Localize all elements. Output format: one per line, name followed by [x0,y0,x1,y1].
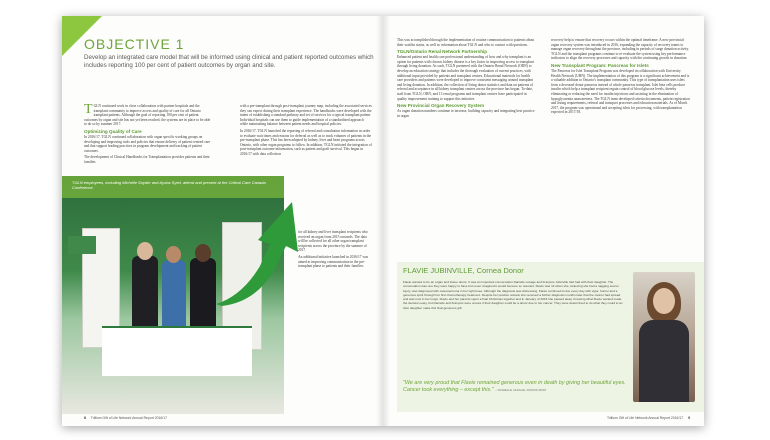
portrait-face [653,288,675,314]
dropcap: T [84,102,93,117]
report-spread [62,16,704,426]
section-heading: New Provincial Organ Recovery System [397,103,485,109]
section-heading: Optimizing Quality of Care [84,128,142,134]
right-footer [607,416,690,420]
body-paragraph: Enhanced patient and health care professional understanding of how and why transplant is an option for patients with chronic kidney disease is a key factor in improving access to transplant through living donation. As such, TGLN partnered with the Ontario Renal Network (ORN) to develop an education strategy that includes the thorough evaluation of current practices, with additional input provided by patients and transplant centres. Educational materials for health care providers and patients were developed to improve consistent messaging around transplant and living donation. In addition, the collection of living donor statistics and data on patterns of referral and acceptance in all kidney transplant centres across the province has begun. To-date, staff from TGLN, ORN, and 13 renal programs and transplant centres have participated in quality improvement training to support this initiative. [397,55,534,101]
footer-text: Trillium Gift of Life Network Annual Report 2016/17 [606,416,684,420]
section-heading: TGLN/Ontario Renal Network Partnership [397,49,488,55]
left-column-2-continued [298,230,372,271]
objective-title: OBJECTIVE 1 [84,36,185,52]
footer-text: Trillium Gift of Life Network Annual Report 2016/17 [90,416,167,420]
person-head [137,242,153,260]
page-number: 8 [84,416,86,420]
right-column-1 [397,38,535,120]
story-title: FLAVIE JUBINVILLE, Cornea Donor [403,266,524,275]
page-number: 9 [688,416,690,420]
body-paragraph: As organ donation numbers continue to increase, building capacity and integrating best practice in organ [397,109,535,118]
body-paragraph: The Pancreas for Islet Transplant Program was developed in collaboration with University Health Network (UHN). The implementation of this program is a significant achievement and is a valuable addition to Ontario's transplant community. This type of transplantation uses islets from a deceased donor pancreas instead of whole pancreas transplant. Islet beta cells produce insulin which help a transplant recipient regain control of blood glucose levels, thereby eliminating or reducing the need for insulin injections and assisting in the elimination of hypoglycaemia unawareness. The TGLN team developed criteria documents, patient registration and listing requirements, referral and transport processes and education materials. As of March 2017, the program was operational and accepting islets for processing, with transplantation expected in 2017/18. [551,68,690,115]
donor-portrait [633,272,695,402]
story-quote [403,380,633,393]
body-paragraph: with a pre-transplant through post-transplant journey map, including the associated services they can expect during their transplant experience. The handbooks were developed with the intent of establishing a standard pathway and set of services for a typical transplant patient. Individual hospitals can use them to guide implementation of a standardized approach while maintaining balance between patient needs and hospital policies. [240,104,372,127]
body-paragraph: for all kidney and liver transplant recipients who received an organ from 2015 onwards. The data will be collected for all other organ transplant recipients across the province by the summer of 2017. [298,230,368,253]
left-column-2 [240,104,372,159]
body-paragraph: The development of Clinical Handbooks for Transplantation provides patients and their families [84,155,210,164]
person-head [166,246,181,263]
growth-arrow-icon [212,196,302,306]
intro-paragraph: GLN continued work in close collaboration with partner hospitals and the transplant community to improve access and quality of care for all Ontario transplant patients. Although the goal of reporting 100 per cent of patient outcomes by organ and site has not yet been reached, the systems are in place to be able to do so by summer 2017. [84,104,211,127]
person-head [195,244,211,262]
body-paragraph: recovery help to ensure that recovery occurs within the optimal timeframe. A new provincial organ recovery system was introduced in 2016, expanding the capacity of recovery teams to manage organ recovery throughout the province, including in periods of surge donation activity. TGLN and the transplant programs continue to re-evaluate the system using key performance indicators to align the recovery processes and capacity with the continuing growth in donation. [551,38,689,61]
right-page [383,16,704,426]
quote-attribution: – DANIELLE LESAGE, DONOR MOM [495,387,546,392]
display-table [102,326,252,376]
left-page [62,16,383,426]
person [132,256,158,336]
donor-story-box [397,262,704,412]
page-gutter [376,16,390,426]
right-column-2 [551,38,691,117]
photo-caption: TGLN employees, including Michelle Snyder and Aysha Syed, attend and present at the Critical Care Canada Conference. [72,180,266,190]
left-column-1 [84,104,212,167]
portrait-body [639,320,689,402]
quote-text: "We are very proud that Flavie remained generous even in death by giving her beautiful eyes. Cancer took everything – except this." [403,380,626,393]
person [162,260,186,336]
section-heading: New Transplant Program: Pancreas for Islets [551,62,649,68]
banner-logo [68,236,96,254]
body-paragraph: In 2016/17, TGLN launched the reporting of referral and consultation information in order to evaluate wait times and reasons for deferral as well as to track volumes of patients in the pre-transplant phase. This has been adopted by kidney, liver and heart programs across Ontario, with other organ programs to follow. In addition, TGLN initiated the integration of post-transplant outcome information, such as patient and graft survival. This began in 2016/17 with data collection [240,128,372,156]
objective-subtitle: Develop an integrated care model that will be informed using clinical and patient reported outcomes which includes reporting 100 per cent of patient outcomes by organ and site. [84,54,374,70]
left-footer [84,416,167,420]
body-paragraph: An additional initiative launched in 2016/17 was aimed at improving communication in the pre-transplant phase to patients and their families. [298,254,369,269]
body-paragraph: In 2016/17, TGLN continued collaboration with organ specific working groups on developing and improving tools and policies that ensure delivery of patient centred care and that support leading practices in program development and tracking of patient outcomes. [84,134,211,153]
body-paragraph: This was accomplished through the implementation of routine communication to patients about their waitlist status, as well as information about TGLN and who to contact with questions. [397,38,535,47]
story-body: Flavie wanted to be an organ and tissue donor. It was an important conversation Danielle Lesage and François Jubinville had had with their daughter. The conversation was one they were happy to have but never imagined it would become so relevant. Flavie was 14 when she, believing she had a nagging soccer injury, was diagnosed with osteosarcoma in her right knee. Although the diagnosis was distressing, Flavie continued to live every day with vigor, humor and a generous spirit through her first chemotherapy treatment. Despite her positive outlook she received a further diagnosis months later that the cancer had spread and was now in her lungs. Flavie and her parents spent a final Christmas together and in January of 2015 she passed away. Knowing what Flavie wanted made the decision easy, but Danielle and François were unsure if their daughter could be a donor due to her cancer. They were determined to do what they could to let their daughter make this final generous gift. [403,280,623,310]
